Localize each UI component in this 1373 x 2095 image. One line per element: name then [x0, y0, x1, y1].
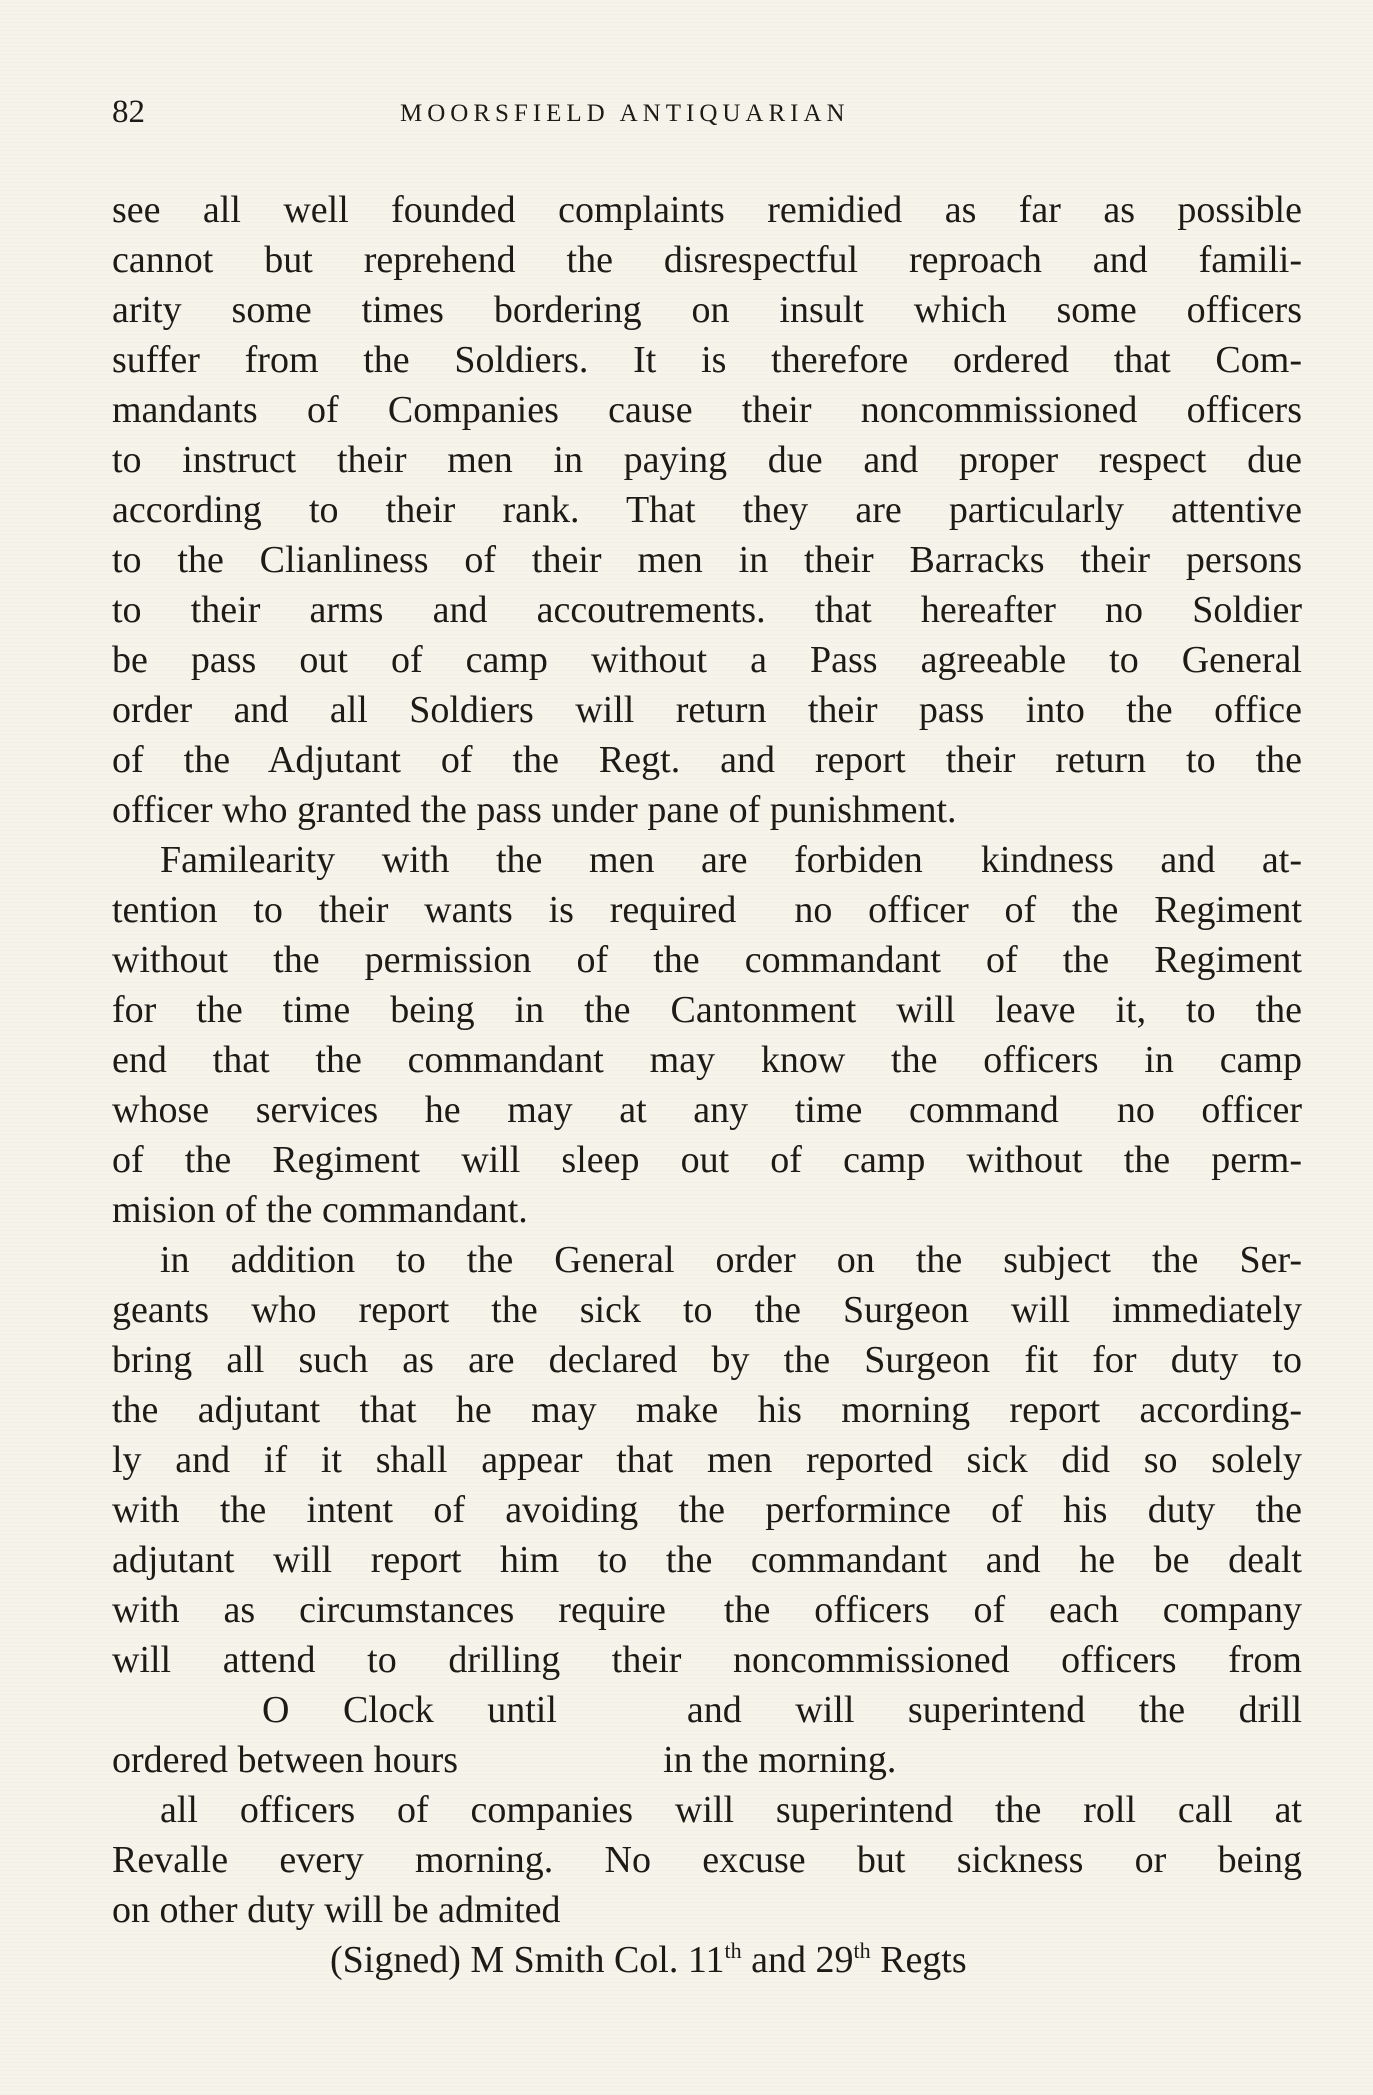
text-line: officer who granted the pass under pane of punishment.	[112, 789, 957, 831]
text-segment: Familearity with the men are forbiden	[160, 839, 923, 881]
text-segment: no officer	[1116, 1089, 1302, 1131]
signature-text: Regts	[870, 1939, 967, 1981]
text-line: on other duty will be admited	[112, 1889, 561, 1931]
text-line: according to their rank. That they are particularly attentive	[112, 489, 1302, 531]
text-line: to instruct their men in paying due and proper respect due	[112, 439, 1302, 481]
text-line: order and all Soldiers will return their pass into the office	[112, 689, 1302, 731]
paragraph-2	[112, 835, 1302, 1235]
text-segment: no officer of the Regiment	[794, 889, 1302, 931]
text-line: of the Regiment will sleep out of camp without the perm-	[112, 1139, 1302, 1181]
text-line	[112, 1085, 1302, 1135]
text-segment: kindness and at-	[980, 839, 1302, 881]
text-line: of the Adjutant of the Regt. and report their return to the	[112, 739, 1302, 781]
text-line: geants who report the sick to the Surgeon will immediately	[112, 1289, 1302, 1331]
text-segment: the officers of each company	[723, 1589, 1302, 1631]
text-line: adjutant will report him to the commandant and he be dealt	[112, 1539, 1302, 1581]
signature-text: and 29	[741, 1939, 854, 1981]
text-line: cannot but reprehend the disrespectful reproach and famili-	[112, 239, 1302, 281]
text-line: be pass out of camp without a Pass agreeable to General	[112, 639, 1302, 681]
text-line: see all well founded complaints remidied as far as possible	[112, 189, 1302, 231]
text-line	[112, 1685, 1302, 1735]
text-segment: tention to their wants is required	[112, 889, 737, 931]
ordinal-suffix: th	[724, 1938, 742, 1963]
text-segment: ordered between hours	[112, 1739, 459, 1781]
text-line: the adjutant that he may make his morning report according-	[112, 1389, 1302, 1431]
text-line	[112, 835, 1302, 885]
paragraph-3	[112, 1235, 1302, 1785]
text-line: without the permission of the commandant of the Regiment	[112, 939, 1302, 981]
text-line: will attend to drilling their noncommissioned officers from	[112, 1639, 1302, 1681]
text-line: bring all such as are declared by the Surgeon fit for duty to	[112, 1339, 1302, 1381]
text-segment: and will superintend the drill	[686, 1689, 1302, 1731]
text-line	[112, 885, 1302, 935]
text-line: mision of the commandant.	[112, 1189, 528, 1231]
paragraph-4	[112, 1785, 1302, 1935]
signature-text: (Signed) M Smith Col. 11	[330, 1939, 725, 1981]
text-line: with the intent of avoiding the performince of his duty the	[112, 1489, 1302, 1531]
text-line: ly and if it shall appear that men reported sick did so solely	[112, 1439, 1302, 1481]
text-line: in addition to the General order on the subject the Ser-	[160, 1239, 1302, 1281]
text-line: end that the commandant may know the officers in camp	[112, 1039, 1302, 1081]
text-line: mandants of Companies cause their noncommissioned officers	[112, 389, 1302, 431]
text-segment: with as circumstances require	[112, 1589, 666, 1631]
text-line: arity some times bordering on insult which some officers	[112, 289, 1302, 331]
body-text	[112, 185, 1302, 1985]
text-line: for the time being in the Cantonment will leave it, to the	[112, 989, 1302, 1031]
page-number: 82	[112, 94, 145, 130]
text-line: suffer from the Soldiers. It is therefore ordered that Com-	[112, 339, 1302, 381]
paragraph-1	[112, 185, 1302, 835]
text-segment: whose services he may at any time command	[112, 1089, 1059, 1131]
running-head	[112, 92, 1302, 132]
signature-line	[112, 1935, 1302, 1985]
text-line	[112, 1735, 1302, 1785]
text-line	[112, 1585, 1302, 1635]
text-line: Revalle every morning. No excuse but sickness or being	[112, 1839, 1302, 1881]
ordinal-suffix: th	[853, 1938, 871, 1963]
text-segment: O Clock until	[262, 1689, 557, 1731]
journal-title: MOORSFIELD ANTIQUARIAN	[400, 100, 850, 127]
text-line: to their arms and accoutrements. that hereafter no Soldier	[112, 589, 1302, 631]
text-segment: in the morning.	[663, 1739, 897, 1781]
text-line: all officers of companies will superintend the roll call at	[160, 1789, 1302, 1831]
text-line: to the Clianliness of their men in their Barracks their persons	[112, 539, 1302, 581]
